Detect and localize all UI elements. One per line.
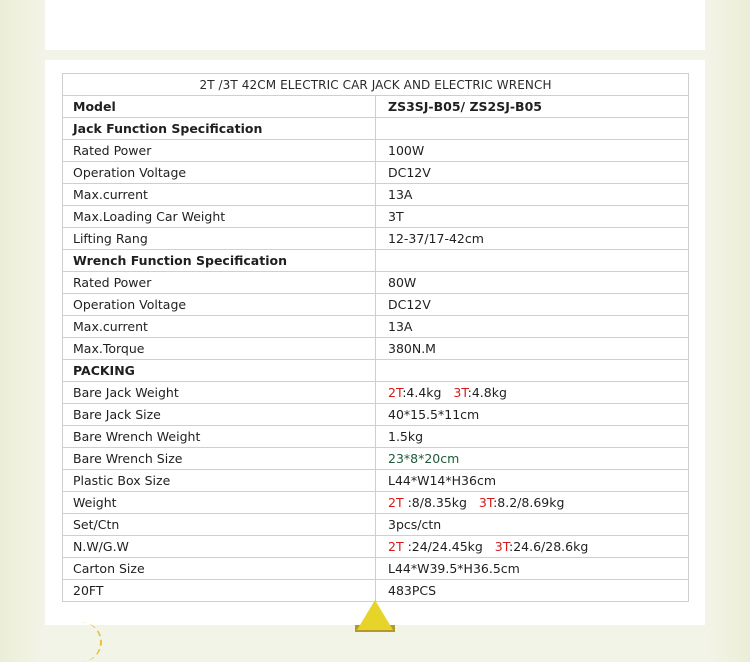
row-value: 380N.M [376, 338, 689, 360]
wrench-section-heading: Wrench Function Specification [63, 250, 376, 272]
empty-cell [376, 250, 689, 272]
row-value: L44*W39.5*H36.5cm [376, 558, 689, 580]
row-value [376, 492, 689, 514]
table-row [63, 558, 689, 580]
row-value: 13A [376, 184, 689, 206]
row-label: Carton Size [63, 558, 376, 580]
row-label: Plastic Box Size [63, 470, 376, 492]
row-value: 3pcs/ctn [376, 514, 689, 536]
row-label: N.W/G.W [63, 536, 376, 558]
table-row [63, 338, 689, 360]
table-row [63, 206, 689, 228]
top-card [45, 0, 705, 50]
row-label: Bare Wrench Weight [63, 426, 376, 448]
row-label: Lifting Rang [63, 228, 376, 250]
value-2t: :8/8.35kg [403, 495, 467, 510]
table-row [63, 228, 689, 250]
row-label: Weight [63, 492, 376, 514]
row-value: 40*15.5*11cm [376, 404, 689, 426]
tag-3t: 3T [453, 385, 468, 400]
row-label: Bare Jack Size [63, 404, 376, 426]
tag-2t: 2T [388, 495, 404, 510]
row-value: 80W [376, 272, 689, 294]
spec-table [62, 73, 689, 602]
value-2t: :4.4kg [402, 385, 442, 400]
section-row-packing [63, 360, 689, 382]
tag-3t: 3T [494, 539, 509, 554]
row-value: 3T [376, 206, 689, 228]
row-label: Operation Voltage [63, 162, 376, 184]
row-label: 20FT [63, 580, 376, 602]
section-row-wrench [63, 250, 689, 272]
table-row [63, 448, 689, 470]
jack-section-heading: Jack Function Specification [63, 118, 376, 140]
packing-section-heading: PACKING [63, 360, 376, 382]
table-title-row [63, 74, 689, 96]
row-label: Rated Power [63, 272, 376, 294]
row-label: Max.Torque [63, 338, 376, 360]
row-label: Max.current [63, 184, 376, 206]
table-row [63, 162, 689, 184]
table-row [63, 536, 689, 558]
tag-2t: 2T [388, 539, 404, 554]
row-label: Max.current [63, 316, 376, 338]
table-row [63, 580, 689, 602]
table-row [63, 470, 689, 492]
row-label: Max.Loading Car Weight [63, 206, 376, 228]
row-label: Bare Jack Weight [63, 382, 376, 404]
tag-2t: 2T [388, 385, 403, 400]
table-row [63, 316, 689, 338]
row-value: 23*8*20cm [376, 448, 689, 470]
row-label: Bare Wrench Size [63, 448, 376, 470]
empty-cell [376, 360, 689, 382]
row-value: 1.5kg [376, 426, 689, 448]
row-label: Operation Voltage [63, 294, 376, 316]
value-3t: :24.6/28.6kg [509, 539, 589, 554]
table-row [63, 492, 689, 514]
table-row [63, 96, 689, 118]
up-triangle-icon [357, 600, 393, 630]
model-label: Model [63, 96, 376, 118]
row-value: 100W [376, 140, 689, 162]
row-label: Set/Ctn [63, 514, 376, 536]
row-value: L44*W14*H36cm [376, 470, 689, 492]
table-row [63, 514, 689, 536]
tag-3t: 3T [478, 495, 494, 510]
dashed-arc-icon [60, 622, 102, 662]
row-value: 12-37/17-42cm [376, 228, 689, 250]
table-row [63, 272, 689, 294]
table-title: 2T /3T 42CM ELECTRIC CAR JACK AND ELECTRIC WRENCH [63, 74, 689, 96]
row-value: 13A [376, 316, 689, 338]
row-value [376, 382, 689, 404]
table-row [63, 404, 689, 426]
table-row [63, 382, 689, 404]
value-3t: :8.2/8.69kg [493, 495, 565, 510]
value-2t: :24/24.45kg [403, 539, 483, 554]
empty-cell [376, 118, 689, 140]
row-value: 483PCS [376, 580, 689, 602]
row-value [376, 536, 689, 558]
value-3t: :4.8kg [467, 385, 507, 400]
table-row [63, 426, 689, 448]
model-value: ZS3SJ-B05/ ZS2SJ-B05 [376, 96, 689, 118]
row-value: DC12V [376, 162, 689, 184]
table-row [63, 294, 689, 316]
row-value: DC12V [376, 294, 689, 316]
table-row [63, 184, 689, 206]
table-row [63, 140, 689, 162]
row-label: Rated Power [63, 140, 376, 162]
section-row-jack [63, 118, 689, 140]
